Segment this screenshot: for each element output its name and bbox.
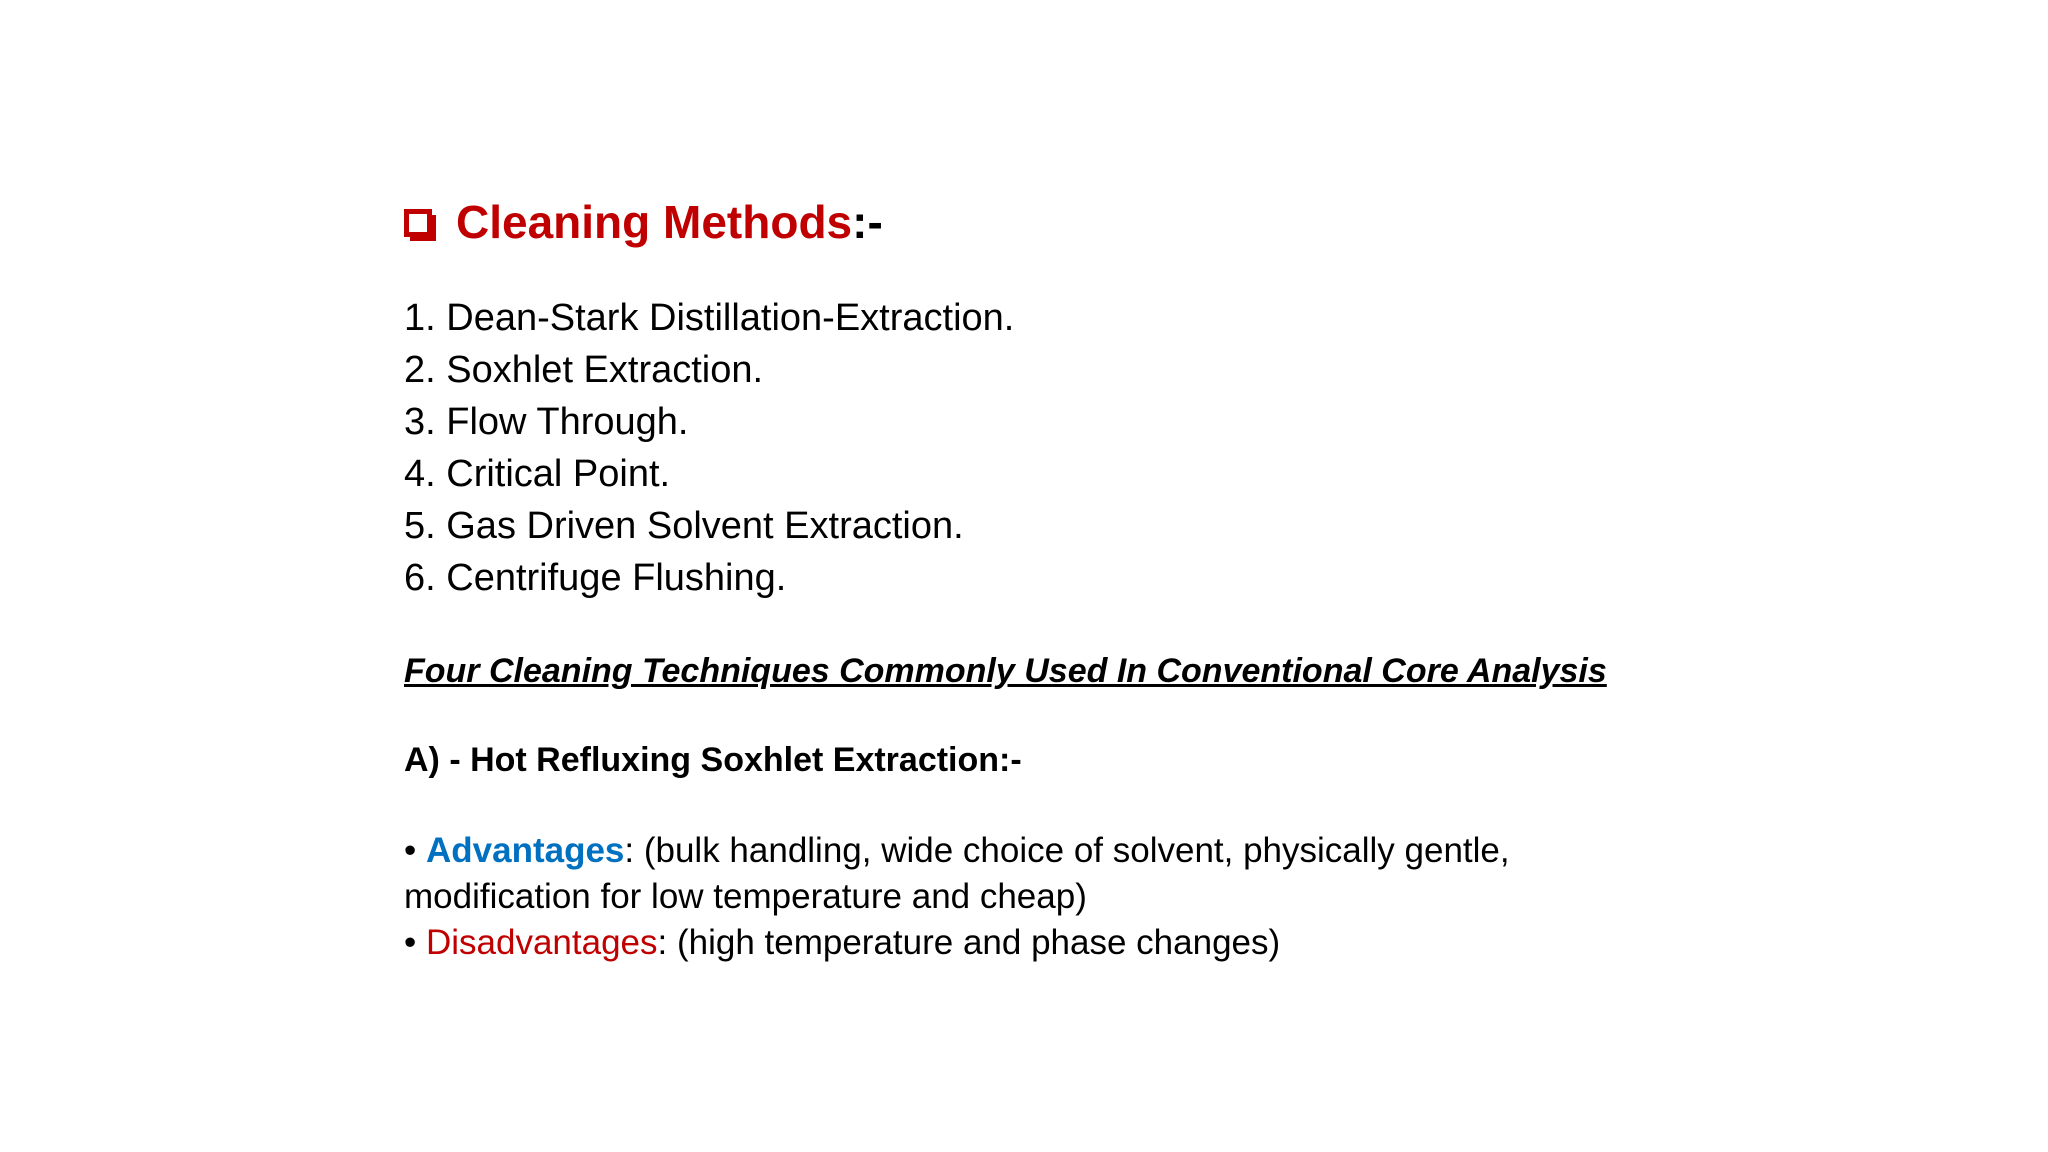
method-item: 3. Flow Through.	[404, 401, 689, 443]
methods-list	[404, 292, 1704, 604]
method-item: 6. Centrifuge Flushing.	[404, 557, 787, 599]
techniques-subheading: Four Cleaning Techniques Commonly Used In Conventional Core Analysis	[404, 652, 1607, 690]
method-item: 2. Soxhlet Extraction.	[404, 349, 764, 391]
advantages-text-continued: modification for low temperature and cheap)	[404, 877, 1087, 916]
method-item: 1. Dean-Stark Distillation-Extraction.	[404, 297, 1015, 339]
disadvantages-item	[404, 920, 1704, 966]
title-suffix: :-	[852, 196, 883, 248]
disadvantages-label: Disadvantages	[425, 923, 658, 962]
slide-content	[404, 192, 1704, 966]
slide-title: Cleaning Methods	[456, 196, 853, 248]
advantages-item	[404, 828, 1704, 920]
advantages-text: : (bulk handling, wide choice of solvent, physically gentle,	[624, 831, 1510, 870]
disadvantages-text: : (high temperature and phase changes)	[657, 923, 1281, 962]
technique-heading: A) - Hot Refluxing Soxhlet Extraction:-	[404, 741, 1022, 779]
bullet: •	[404, 831, 426, 870]
title-row	[404, 192, 1704, 252]
method-item: 5. Gas Driven Solvent Extraction.	[404, 505, 964, 547]
pros-cons	[404, 828, 1704, 966]
bullet: •	[404, 923, 426, 962]
method-item: 4. Critical Point.	[404, 453, 671, 495]
checkbox-icon	[404, 209, 432, 237]
advantages-label: Advantages	[425, 831, 625, 870]
